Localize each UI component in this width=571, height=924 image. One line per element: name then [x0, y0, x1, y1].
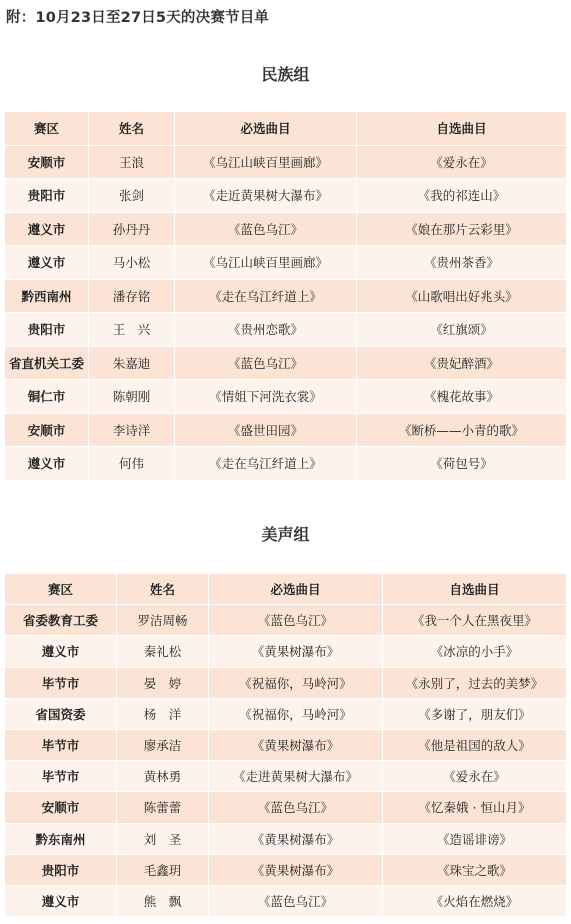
- region-cell: 贵阳市: [5, 179, 89, 213]
- optional-song-cell: 《娘在那片云彩里》: [357, 212, 567, 246]
- column-header: 姓名: [89, 112, 175, 146]
- required-song-cell: 《盛世田园》: [175, 413, 357, 447]
- required-song-cell: 《蓝色乌江》: [209, 792, 383, 823]
- table-row: [5, 636, 567, 667]
- name-cell: 何伟: [89, 447, 175, 481]
- column-header: 赛区: [5, 574, 117, 605]
- region-cell: 省委教育工委: [5, 605, 117, 636]
- required-song-cell: 《蓝色乌江》: [209, 885, 383, 916]
- optional-song-cell: 《山歌唱出好兆头》: [357, 279, 567, 313]
- table-row: [5, 729, 567, 760]
- region-cell: 遵义市: [5, 246, 89, 280]
- optional-song-cell: 《红旗颂》: [357, 313, 567, 347]
- region-cell: 遵义市: [5, 636, 117, 667]
- table-row: [5, 792, 567, 823]
- table-row: [5, 761, 567, 792]
- region-cell: 遵义市: [5, 212, 89, 246]
- table-header-row: [5, 574, 567, 605]
- program-table-minzu: [4, 111, 567, 481]
- column-header: 赛区: [5, 112, 89, 146]
- section-title-minzu: 民族组: [261, 65, 310, 84]
- optional-song-cell: 《他是祖国的敌人》: [383, 729, 567, 760]
- column-header: 必选曲目: [175, 112, 357, 146]
- name-cell: 朱嘉迪: [89, 346, 175, 380]
- optional-song-cell: 《槐花故事》: [357, 380, 567, 414]
- optional-song-cell: 《我的祁连山》: [357, 179, 567, 213]
- optional-song-cell: 《贵州茶香》: [357, 246, 567, 280]
- region-cell: 省直机关工委: [5, 346, 89, 380]
- optional-song-cell: 《断桥——小青的歌》: [357, 413, 567, 447]
- column-header: 自选曲目: [357, 112, 567, 146]
- optional-song-cell: 《我一个人在黑夜里》: [383, 605, 567, 636]
- name-cell: 刘 圣: [117, 823, 209, 854]
- optional-song-cell: 《火焰在燃烧》: [383, 885, 567, 916]
- required-song-cell: 《贵州恋歌》: [175, 313, 357, 347]
- required-song-cell: 《情姐下河洗衣裳》: [175, 380, 357, 414]
- name-cell: 廖承洁: [117, 729, 209, 760]
- required-song-cell: 《蓝色乌江》: [209, 605, 383, 636]
- required-song-cell: 《走在乌江纤道上》: [175, 279, 357, 313]
- required-song-cell: 《走近黄果树大瀑布》: [175, 179, 357, 213]
- table-row: [5, 823, 567, 854]
- optional-song-cell: 《爱永在》: [357, 145, 567, 179]
- column-header: 自选曲目: [383, 574, 567, 605]
- name-cell: 陈朝刚: [89, 380, 175, 414]
- optional-song-cell: 《造谣诽谤》: [383, 823, 567, 854]
- region-cell: 省国资委: [5, 698, 117, 729]
- optional-song-cell: 《珠宝之歌》: [383, 854, 567, 885]
- table-row: [5, 313, 567, 347]
- name-cell: 王 兴: [89, 313, 175, 347]
- column-header: 必选曲目: [209, 574, 383, 605]
- table-row: [5, 605, 567, 636]
- region-cell: 遵义市: [5, 447, 89, 481]
- region-cell: 遵义市: [5, 885, 117, 916]
- required-song-cell: 《乌江山峡百里画廊》: [175, 246, 357, 280]
- name-cell: 晏 婷: [117, 667, 209, 698]
- optional-song-cell: 《永别了，过去的美梦》: [383, 667, 567, 698]
- page-title: 附：10月23日至27日5天的决赛节目单: [6, 10, 270, 26]
- optional-song-cell: 《荷包号》: [357, 447, 567, 481]
- name-cell: 熊 飘: [117, 885, 209, 916]
- program-table-meisheng: [4, 573, 567, 917]
- region-cell: 黔西南州: [5, 279, 89, 313]
- required-song-cell: 《祝福你，马岭河》: [209, 698, 383, 729]
- name-cell: 王浪: [89, 145, 175, 179]
- name-cell: 秦礼松: [117, 636, 209, 667]
- region-cell: 贵阳市: [5, 313, 89, 347]
- region-cell: 毕节市: [5, 667, 117, 698]
- required-song-cell: 《黄果树瀑布》: [209, 823, 383, 854]
- required-song-cell: 《蓝色乌江》: [175, 346, 357, 380]
- name-cell: 陈蕾蕾: [117, 792, 209, 823]
- optional-song-cell: 《多谢了，朋友们》: [383, 698, 567, 729]
- table-row: [5, 246, 567, 280]
- region-cell: 黔东南州: [5, 823, 117, 854]
- required-song-cell: 《黄果树瀑布》: [209, 854, 383, 885]
- name-cell: 张剑: [89, 179, 175, 213]
- region-cell: 安顺市: [5, 792, 117, 823]
- table-row: [5, 212, 567, 246]
- name-cell: 马小松: [89, 246, 175, 280]
- table-row: [5, 667, 567, 698]
- optional-song-cell: 《忆秦娥 · 恒山月》: [383, 792, 567, 823]
- table-row: [5, 380, 567, 414]
- region-cell: 毕节市: [5, 761, 117, 792]
- table-row: [5, 413, 567, 447]
- table-row: [5, 179, 567, 213]
- name-cell: 黄林勇: [117, 761, 209, 792]
- table-row: [5, 447, 567, 481]
- optional-song-cell: 《爱永在》: [383, 761, 567, 792]
- table-row: [5, 698, 567, 729]
- required-song-cell: 《祝福你，马岭河》: [209, 667, 383, 698]
- name-cell: 罗洁周畅: [117, 605, 209, 636]
- required-song-cell: 《走在乌江纤道上》: [175, 447, 357, 481]
- region-cell: 贵阳市: [5, 854, 117, 885]
- optional-song-cell: 《冰凉的小手》: [383, 636, 567, 667]
- table-row: [5, 346, 567, 380]
- section-title-meisheng: 美声组: [261, 525, 310, 544]
- table-row: [5, 279, 567, 313]
- name-cell: 孙丹丹: [89, 212, 175, 246]
- table-header-row: [5, 112, 567, 146]
- required-song-cell: 《乌江山峡百里画廊》: [175, 145, 357, 179]
- name-cell: 李诗洋: [89, 413, 175, 447]
- required-song-cell: 《黄果树瀑布》: [209, 729, 383, 760]
- region-cell: 毕节市: [5, 729, 117, 760]
- name-cell: 潘存铭: [89, 279, 175, 313]
- required-song-cell: 《黄果树瀑布》: [209, 636, 383, 667]
- required-song-cell: 《蓝色乌江》: [175, 212, 357, 246]
- name-cell: 毛鑫玥: [117, 854, 209, 885]
- region-cell: 安顺市: [5, 413, 89, 447]
- table-row: [5, 145, 567, 179]
- table-row: [5, 885, 567, 916]
- name-cell: 杨 洋: [117, 698, 209, 729]
- region-cell: 铜仁市: [5, 380, 89, 414]
- optional-song-cell: 《贵妃醉酒》: [357, 346, 567, 380]
- required-song-cell: 《走进黄果树大瀑布》: [209, 761, 383, 792]
- column-header: 姓名: [117, 574, 209, 605]
- table-row: [5, 854, 567, 885]
- region-cell: 安顺市: [5, 145, 89, 179]
